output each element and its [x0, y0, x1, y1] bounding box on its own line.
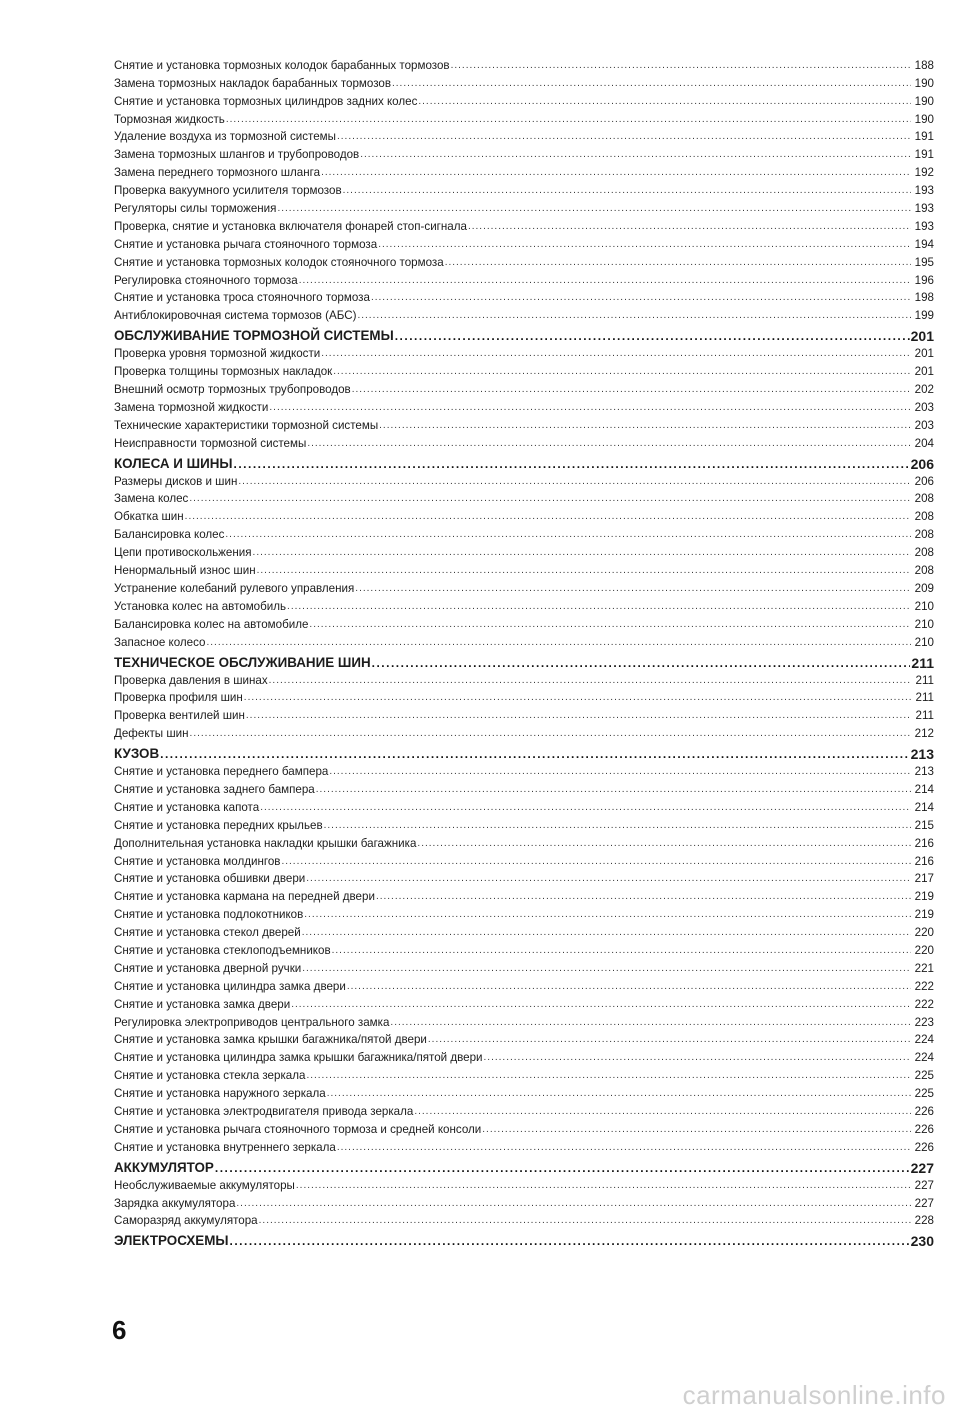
entry-page-number: 217: [914, 872, 934, 886]
entry-page-number: 211: [915, 691, 934, 705]
entry-page-number: 226: [914, 1140, 934, 1154]
toc-entry: [114, 632, 934, 650]
entry-page-number: 210: [914, 617, 934, 631]
toc-entry: [114, 305, 934, 323]
dot-leader: [395, 329, 910, 343]
toc-section-heading: [114, 1155, 934, 1175]
entry-page-number: 224: [914, 1033, 934, 1047]
dot-leader: [269, 401, 911, 415]
entry-page-number: 230: [910, 1233, 934, 1249]
entry-title: Снятие и установка троса стояночного тормоза: [114, 291, 370, 305]
entry-title: Снятие и установка молдингов: [114, 854, 281, 868]
dot-leader: [190, 727, 911, 741]
entry-page-number: 219: [914, 890, 934, 904]
toc-entry: [114, 397, 934, 415]
entry-title: Снятие и установка капота: [114, 800, 260, 814]
entry-page-number: 196: [914, 273, 934, 287]
dot-leader: [215, 1161, 910, 1175]
entry-title: Регуляторы силы торможения: [114, 202, 277, 216]
dot-leader: [468, 220, 911, 234]
entry-title: Балансировка колес: [114, 528, 225, 542]
toc-entry: [114, 433, 934, 451]
dot-leader: [259, 1214, 911, 1228]
page-number: 6: [112, 1315, 127, 1345]
toc-entry: [114, 234, 934, 252]
entry-page-number: 208: [914, 510, 934, 524]
entry-page-number: 226: [914, 1122, 934, 1136]
entry-page-number: 215: [914, 818, 934, 832]
toc-entry: [114, 958, 934, 976]
toc-entry: [114, 489, 934, 507]
entry-title: Снятие и установка рычага стояночного тормоза: [114, 237, 378, 251]
entry-page-number: 210: [914, 635, 934, 649]
dot-leader: [343, 184, 911, 198]
dot-leader: [234, 457, 910, 471]
toc-entry: [114, 415, 934, 433]
toc-entry: [114, 1083, 934, 1101]
toc-entry: [114, 55, 934, 73]
entry-page-number: 203: [914, 418, 934, 432]
dot-leader: [332, 944, 911, 958]
dot-leader: [189, 492, 911, 506]
entry-title: Балансировка колес на автомобиле: [114, 617, 309, 631]
entry-page-number: 222: [914, 997, 934, 1011]
entry-page-number: 201: [914, 347, 934, 361]
entry-page-number: 210: [914, 599, 934, 613]
entry-title: Замена колес: [114, 492, 189, 506]
entry-page-number: 211: [915, 709, 934, 723]
entry-page-number: 212: [914, 727, 934, 741]
entry-title: Снятие и установка стекол дверей: [114, 926, 301, 940]
entry-page-number: 193: [914, 219, 934, 233]
entry-title: Снятие и установка кармана на передней двери: [114, 890, 375, 904]
entry-title: Проверка вентилей шин: [114, 709, 245, 723]
entry-page-number: 208: [914, 528, 934, 542]
entry-page-number: 216: [914, 854, 934, 868]
entry-page-number: 227: [914, 1178, 934, 1192]
toc-entry: [114, 705, 934, 723]
entry-title: Снятие и установка дверной ручки: [114, 961, 302, 975]
entry-title: Антиблокировочная система тормозов (АБС): [114, 309, 357, 323]
toc-entry: [114, 91, 934, 109]
entry-title: Ненормальный износ шин: [114, 564, 256, 578]
entry-page-number: 201: [910, 328, 934, 344]
dot-leader: [329, 765, 911, 779]
toc-entry: [114, 288, 934, 306]
entry-page-number: 191: [914, 148, 934, 162]
dot-leader: [418, 95, 911, 109]
entry-page-number: 213: [914, 765, 934, 779]
dot-leader: [378, 238, 911, 252]
dot-leader: [347, 980, 911, 994]
entry-page-number: 195: [914, 255, 934, 269]
entry-page-number: 191: [914, 130, 934, 144]
dot-leader: [225, 528, 911, 542]
section-title: ТЕХНИЧЕСКОЕ ОБСЛУЖИВАНИЕ ШИН: [114, 654, 371, 670]
entry-page-number: 214: [914, 800, 934, 814]
entry-title: Проверка толщины тормозных накладок: [114, 365, 333, 379]
entry-page-number: 198: [914, 291, 934, 305]
toc-entry: [114, 994, 934, 1012]
entry-page-number: 188: [914, 58, 934, 72]
toc-entry: [114, 379, 934, 397]
entry-title: Внешний осмотр тормозных трубопроводов: [114, 383, 351, 397]
toc-entry: [114, 560, 934, 578]
dot-leader: [236, 1197, 911, 1211]
entry-title: Запасное колесо: [114, 635, 206, 649]
dot-leader: [206, 636, 911, 650]
entry-title: Размеры дисков и шин: [114, 474, 238, 488]
entry-page-number: 225: [914, 1069, 934, 1083]
toc-entry: [114, 833, 934, 851]
entry-title: Замена переднего тормозного шланга: [114, 166, 321, 180]
section-title: КОЛЕСА И ШИНЫ: [114, 455, 233, 471]
section-title: АККУМУЛЯТОР: [114, 1159, 214, 1175]
entry-page-number: 190: [914, 94, 934, 108]
entry-title: Проверка, снятие и установка включателя фонарей стоп-сигнала: [114, 219, 467, 233]
toc-entry: [114, 1065, 934, 1083]
dot-leader: [414, 1105, 911, 1119]
toc-entry: [114, 922, 934, 940]
toc-section-heading: [114, 1228, 934, 1248]
entry-page-number: 226: [914, 1104, 934, 1118]
toc-entry: [114, 1101, 934, 1119]
dot-leader: [226, 113, 911, 127]
toc-entry: [114, 343, 934, 361]
dot-leader: [482, 1123, 911, 1137]
toc-section-heading: [114, 451, 934, 471]
dot-leader: [160, 747, 910, 761]
entry-page-number: 222: [914, 979, 934, 993]
entry-title: Дополнительная установка накладки крышки багажника: [114, 836, 417, 850]
entry-page-number: 214: [914, 782, 934, 796]
entry-page-number: 201: [914, 365, 934, 379]
toc-entry: [114, 761, 934, 779]
entry-page-number: 227: [910, 1159, 934, 1175]
toc-section-heading: [114, 323, 934, 343]
dot-leader: [376, 890, 911, 904]
entry-page-number: 228: [914, 1214, 934, 1228]
entry-title: Проверка вакуумного усилителя тормозов: [114, 184, 342, 198]
entry-title: Устранение колебаний рулевого управления: [114, 581, 355, 595]
entry-title: Снятие и установка заднего бампера: [114, 782, 315, 796]
entry-page-number: 206: [910, 455, 934, 471]
toc-entry: [114, 542, 934, 560]
entry-page-number: 203: [914, 400, 934, 414]
toc-entry: [114, 940, 934, 958]
entry-title: Снятие и установка цилиндра замка крышки багажника/пятой двери: [114, 1051, 483, 1065]
toc-entry: [114, 797, 934, 815]
entry-page-number: 211: [911, 654, 934, 670]
dot-leader: [355, 582, 911, 596]
toc-entry: [114, 886, 934, 904]
entry-page-number: 219: [914, 908, 934, 922]
dot-leader: [246, 709, 911, 723]
entry-title: Снятие и установка тормозных цилиндров задних колес: [114, 94, 418, 108]
entry-page-number: 216: [914, 836, 934, 850]
toc-entry: [114, 144, 934, 162]
toc-section-heading: [114, 650, 934, 670]
entry-title: Регулировка электроприводов центрального замка: [114, 1015, 390, 1029]
toc-entry: [114, 180, 934, 198]
dot-leader: [287, 600, 911, 614]
dot-leader: [316, 783, 911, 797]
dot-leader: [309, 618, 911, 632]
entry-page-number: 208: [914, 492, 934, 506]
toc-entry: [114, 688, 934, 706]
entry-page-number: 190: [914, 112, 934, 126]
dot-leader: [390, 1016, 911, 1030]
entry-title: Снятие и установка обшивки двери: [114, 872, 306, 886]
entry-title: Саморазряд аккумулятора: [114, 1214, 258, 1228]
entry-page-number: 209: [914, 581, 934, 595]
dot-leader: [257, 564, 911, 578]
entry-title: Необслуживаемые аккумуляторы: [114, 1178, 295, 1192]
dot-leader: [372, 656, 911, 670]
entry-page-number: 227: [914, 1196, 934, 1210]
entry-title: Снятие и установка подлокотников: [114, 908, 304, 922]
dot-leader: [307, 437, 911, 451]
dot-leader: [337, 1141, 911, 1155]
toc-entry: [114, 270, 934, 288]
section-title: КУЗОВ: [114, 746, 160, 762]
entry-title: Обкатка шин: [114, 510, 184, 524]
entry-page-number: 221: [914, 961, 934, 975]
toc-entry: [114, 1211, 934, 1229]
entry-title: Снятие и установка тормозных колодок стояночного тормоза: [114, 255, 444, 269]
dot-leader: [244, 691, 911, 705]
dot-leader: [302, 926, 911, 940]
entry-title: Снятие и установка тормозных колодок барабанных тормозов: [114, 58, 450, 72]
section-title: ЭЛЕКТРОСХЕМЫ: [114, 1233, 229, 1249]
toc-entry: [114, 506, 934, 524]
entry-title: Установка колес на автомобиль: [114, 599, 287, 613]
dot-leader: [238, 475, 911, 489]
toc-entry: [114, 1175, 934, 1193]
toc-entry: [114, 109, 934, 127]
entry-title: Регулировка стояночного тормоза: [114, 273, 298, 287]
toc-entry: [114, 596, 934, 614]
toc-entry: [114, 1137, 934, 1155]
toc-entry: [114, 216, 934, 234]
toc-entry: [114, 471, 934, 489]
dot-leader: [445, 256, 911, 270]
entry-title: Замена тормозных накладок барабанных тормозов: [114, 76, 391, 90]
toc-entry: [114, 869, 934, 887]
dot-leader: [333, 365, 911, 379]
toc-entry: [114, 614, 934, 632]
entry-page-number: 192: [914, 166, 934, 180]
entry-page-number: 208: [914, 564, 934, 578]
toc-entry: [114, 524, 934, 542]
toc-entry: [114, 162, 934, 180]
dot-leader: [302, 962, 911, 976]
dot-leader: [417, 837, 911, 851]
entry-page-number: 193: [914, 202, 934, 216]
toc-entry: [114, 198, 934, 216]
entry-page-number: 208: [914, 546, 934, 560]
entry-page-number: 211: [915, 673, 934, 687]
dot-leader: [269, 674, 911, 688]
entry-page-number: 190: [914, 76, 934, 90]
toc-entry: [114, 252, 934, 270]
dot-leader: [253, 546, 911, 560]
toc-entry: [114, 976, 934, 994]
entry-page-number: 204: [914, 436, 934, 450]
entry-page-number: 220: [914, 926, 934, 940]
dot-leader: [321, 347, 911, 361]
entry-title: Проверка уровня тормозной жидкости: [114, 347, 321, 361]
toc-entry: [114, 1047, 934, 1065]
dot-leader: [304, 908, 911, 922]
entry-page-number: 199: [914, 309, 934, 323]
toc-entry: [114, 1030, 934, 1048]
toc-entry: [114, 578, 934, 596]
entry-title: Снятие и установка замка крышки багажника/пятой двери: [114, 1033, 427, 1047]
dot-leader: [428, 1033, 911, 1047]
dot-leader: [484, 1051, 911, 1065]
toc-entry: [114, 815, 934, 833]
entry-title: Снятие и установка цилиндра замка двери: [114, 979, 346, 993]
toc-section-heading: [114, 741, 934, 761]
dot-leader: [306, 872, 911, 886]
dot-leader: [296, 1179, 911, 1193]
dot-leader: [392, 77, 911, 91]
entry-title: Снятие и установка наружного зеркала: [114, 1087, 326, 1101]
entry-title: Тормозная жидкость: [114, 112, 225, 126]
dot-leader: [360, 148, 911, 162]
entry-title: Снятие и установка передних крыльев: [114, 818, 323, 832]
toc-entry: [114, 361, 934, 379]
dot-leader: [327, 1087, 911, 1101]
dot-leader: [379, 419, 911, 433]
section-title: ОБСЛУЖИВАНИЕ ТОРМОЗНОЙ СИСТЕМЫ: [114, 328, 394, 344]
dot-leader: [357, 309, 911, 323]
table-of-contents: [114, 55, 934, 1248]
entry-page-number: 194: [914, 237, 934, 251]
entry-page-number: 213: [910, 746, 934, 762]
dot-leader: [352, 383, 911, 397]
dot-leader: [230, 1234, 910, 1248]
toc-entry: [114, 1193, 934, 1211]
dot-leader: [321, 166, 911, 180]
entry-title: Цепи противоскольжения: [114, 546, 252, 560]
toc-entry: [114, 851, 934, 869]
entry-page-number: 223: [914, 1015, 934, 1029]
dot-leader: [337, 130, 911, 144]
dot-leader: [324, 819, 911, 833]
toc-entry: [114, 1119, 934, 1137]
toc-entry: [114, 73, 934, 91]
dot-leader: [277, 202, 911, 216]
toc-entry: [114, 904, 934, 922]
entry-title: Проверка профиля шин: [114, 691, 243, 705]
watermark: carmanualsonline.info: [682, 1380, 946, 1410]
dot-leader: [281, 855, 911, 869]
toc-entry: [114, 723, 934, 741]
dot-leader: [451, 59, 911, 73]
dot-leader: [306, 1069, 911, 1083]
entry-title: Снятие и установка внутреннего зеркала: [114, 1140, 336, 1154]
entry-title: Удаление воздуха из тормозной системы: [114, 130, 336, 144]
entry-title: Снятие и установка стеклоподъемников: [114, 943, 331, 957]
entry-title: Дефекты шин: [114, 727, 189, 741]
entry-page-number: 202: [914, 383, 934, 397]
entry-title: Снятие и установка замка двери: [114, 997, 291, 1011]
entry-title: Снятие и установка электродвигателя привода зеркала: [114, 1104, 414, 1118]
entry-page-number: 193: [914, 184, 934, 198]
entry-page-number: 224: [914, 1051, 934, 1065]
entry-page-number: 225: [914, 1087, 934, 1101]
entry-page-number: 220: [914, 943, 934, 957]
entry-page-number: 206: [914, 474, 934, 488]
toc-entry: [114, 779, 934, 797]
dot-leader: [299, 274, 911, 288]
entry-title: Снятие и установка рычага стояночного тормоза и средней консоли: [114, 1122, 482, 1136]
entry-title: Снятие и установка переднего бампера: [114, 765, 329, 779]
entry-title: Замена тормозной жидкости: [114, 400, 269, 414]
dot-leader: [291, 998, 911, 1012]
toc-entry: [114, 670, 934, 688]
dot-leader: [260, 801, 911, 815]
toc-entry: [114, 1012, 934, 1030]
dot-leader: [185, 510, 911, 524]
entry-title: Снятие и установка стекла зеркала: [114, 1069, 306, 1083]
entry-title: Замена тормозных шлангов и трубопроводов: [114, 148, 360, 162]
entry-title: Неисправности тормозной системы: [114, 436, 307, 450]
entry-title: Технические характеристики тормозной системы: [114, 418, 379, 432]
entry-title: Зарядка аккумулятора: [114, 1196, 236, 1210]
toc-entry: [114, 127, 934, 145]
entry-title: Проверка давления в шинах: [114, 673, 268, 687]
dot-leader: [371, 291, 911, 305]
